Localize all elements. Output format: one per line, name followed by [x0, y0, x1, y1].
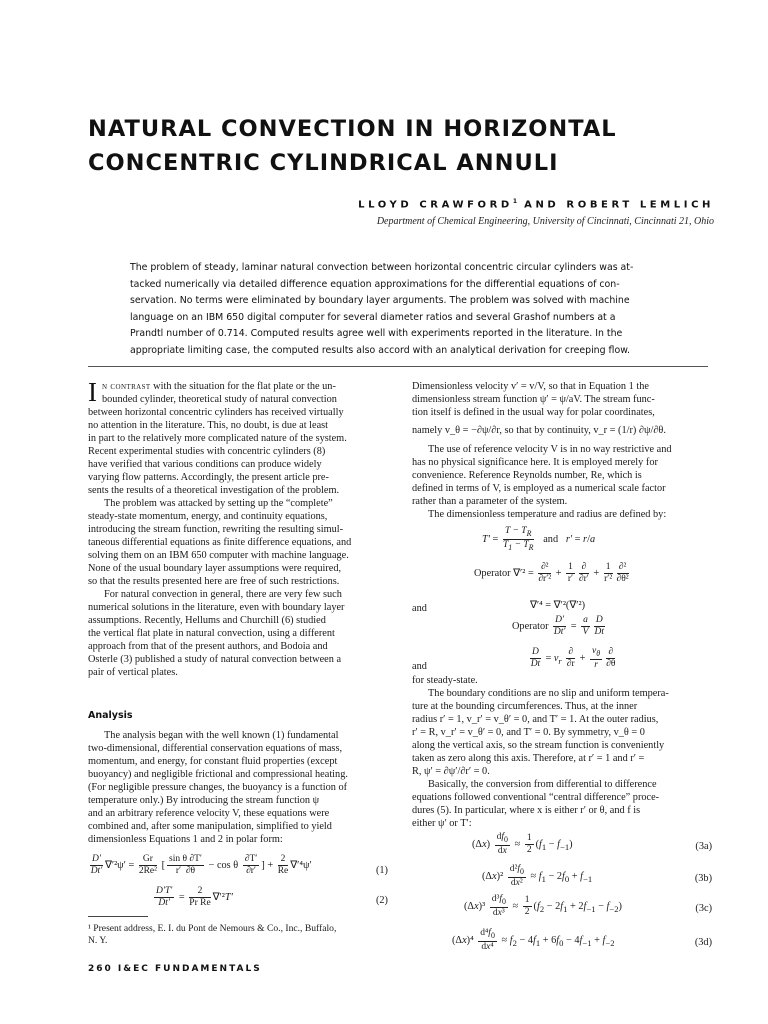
- equation-operator-derivative: Operator $\frac{D'}{Dt'}$ = $\frac{a}{V}$ $\frac{D}{Dt}$: [512, 615, 605, 637]
- body-line: None of the usual boundary layer assumptions were required,: [88, 563, 342, 574]
- body-line: r′ = R, v_r′ = v_θ′ = 0, and T′ = 0. By symmetry, v_θ = 0: [412, 727, 645, 738]
- body-line: the vertical flat plate in natural convection, using a different: [88, 628, 335, 639]
- equation-operator-laplacian: Operator ∇′² = $\frac{\text{∂²}}{\text{∂r′²}}$ + $\frac{1}{r'}$ $\frac{\partial}{\partial r'}$ + $\frac{1}{\text{r′²}}$ $\frac{\text{∂²}}{\text{∂θ²}}$: [474, 562, 629, 584]
- equation-3b: (Δx)² $\frac{d^2f_0}{\text{dx²}}$ ≈ $f_1 - 2f_0 + f_{-1}$: [482, 864, 593, 888]
- equation-number: (3a): [695, 841, 712, 852]
- body-line: rather than a parameter of the system.: [412, 496, 568, 507]
- body-line: assumptions. Recently, Hellums and Churchill (6) studied: [88, 615, 326, 626]
- equation-number: (1): [375, 865, 388, 876]
- body-line: buoyancy) and negligible frictional and compressional heating.: [88, 769, 348, 780]
- abstract: [130, 260, 686, 359]
- section-heading-analysis: Analysis: [88, 710, 133, 721]
- section-divider: [88, 366, 708, 367]
- body-line: taken as zero along this axis. Therefore, at r′ = 1 and r′ =: [412, 753, 645, 764]
- intro-smallcaps: n contrast: [102, 381, 151, 392]
- equation-3c: (Δx)³ $\frac{d^3f_0}{\text{dx³}}$ ≈ $\frac{1}{2}$ $(f_2 - 2f_1 + 2f_{-1} - f_{-2})$: [464, 894, 622, 918]
- body-line: dures (5). In particular, where x is either r′ or θ, and f is: [412, 805, 641, 816]
- and-label: and: [412, 603, 427, 614]
- body-line: sents the results of a theoretical investigation of the problem.: [88, 485, 340, 496]
- body-line: either ψ′ or T′:: [412, 818, 472, 829]
- body-line: taneous differential equations as finite difference equations, and: [88, 537, 352, 548]
- body-line: dimensionless stream function ψ′ = ψ/aV. The stream func-: [412, 394, 655, 405]
- equation-2: $\frac{D'T'}{Dt'}$ = $\frac{2}{\text{Pr Re}}$ ∇′²T′: [156, 886, 233, 908]
- body-line: For natural convection in general, there are very few such: [104, 589, 342, 600]
- body-line: between horizontal concentric cylinders has received virtually: [88, 407, 344, 418]
- body-line: for steady-state.: [412, 675, 478, 686]
- body-line: introducing the stream function, rewriting the resulting simul-: [88, 524, 344, 535]
- body-line: no attention in the literature. This, no doubt, is due at least: [88, 420, 329, 431]
- body-line: Osterle (3) published a study of natural convection between a: [88, 654, 342, 665]
- body-line: The boundary conditions are no slip and uniform tempera-: [428, 688, 669, 699]
- body-line: combined and, after some manipulation, simplified to yield: [88, 821, 332, 832]
- footnote: N. Y.: [88, 935, 108, 946]
- abstract-line: language on an IBM 650 digital computer for several diameter ratios and several Grashof numbers at a: [130, 311, 616, 323]
- body-line: defined in terms of V, is employed as a numerical scale factor: [412, 483, 666, 494]
- equation-3d: (Δx)⁴ $\frac{d^4f_0}{\text{dx⁴}}$ ≈ $f_2 - 4f_1 + 6f_0 - 4f_{-1} + f_{-2}$: [452, 928, 615, 952]
- body-line: along the vertical axis, so the stream function is conveniently: [412, 740, 665, 751]
- equation-biharmonic: ∇′⁴ = ∇′²(∇′²): [530, 600, 585, 611]
- body-line: (For negligible pressure changes, the buoyancy is a function of: [88, 782, 348, 793]
- abstract-line: appropriate limiting case, the computed results also accord with an analytical derivation for creeping flow.: [130, 344, 630, 356]
- abstract-line: Prandtl number of 0.714. Computed results agree well with experiments reported in the literature. In the: [130, 328, 623, 339]
- body-line: Recent experimental studies with concentric cylinders (8): [88, 446, 326, 457]
- author-joiner: AND: [524, 199, 560, 211]
- body-line: namely v_θ = −∂ψ/∂r, so that by continuity, v_r = (1/r) ∂ψ/∂θ.: [412, 425, 666, 436]
- title-line: NATURAL CONVECTION IN HORIZONTAL: [88, 116, 617, 142]
- equation-number: (2): [375, 895, 388, 906]
- body-line: Basically, the conversion from differential to difference: [428, 779, 657, 790]
- abstract-line: servation. No terms were eliminated by boundary layer arguments. The problem was solved with machine: [130, 295, 630, 306]
- page-footer: 260 I&EC FUNDAMENTALS: [88, 964, 262, 974]
- author-name: LLOYD CRAWFORD: [358, 199, 513, 211]
- body-line: so that the results presented here are free of such restrictions.: [88, 576, 340, 587]
- footnote: ¹ Present address, E. I. du Pont de Nemours & Co., Inc., Buffalo,: [88, 923, 337, 934]
- body-line: has no physical significance here. It is employed merely for: [412, 457, 658, 468]
- drop-cap: I: [88, 377, 97, 407]
- body-line: and an arbitrary reference velocity V, these equations were: [88, 808, 330, 819]
- equation-number: (3d): [694, 937, 712, 948]
- body-line: temperature only.) By introducing the stream function ψ: [88, 795, 320, 806]
- body-line: The use of reference velocity V is in no way restrictive and: [428, 444, 672, 455]
- body-line: two-dimensional, differential conservation equations of mass,: [88, 743, 343, 754]
- body-line: radius r′ = 1, v_r′ = v_θ′ = 0, and T′ = 1. At the outer radius,: [412, 714, 659, 725]
- body-line: have verified that various conditions can produce widely: [88, 459, 322, 470]
- body-line: momentum, and energy, for constant fluid properties (except: [88, 756, 338, 767]
- equation-substantial-derivative: $\frac{D}{Dt}$ = $v_r$ $\frac{\partial}{\partial r}$ + $\frac{v_\theta}{r}$ $\frac{\partial}{\partial\theta}$: [530, 646, 616, 670]
- body-line: bounded cylinder, theoretical study of natural convection: [102, 394, 337, 405]
- abstract-line: tacked numerically via detailed difference equation approximations for the differential equations of con-: [130, 278, 620, 290]
- body-line: tion itself is defined in the usual way for polar coordinates,: [412, 407, 655, 418]
- footnote-mark: 1: [512, 198, 518, 205]
- body-line: steady-state momentum, energy, and continuity equations,: [88, 511, 328, 522]
- body-line: The dimensionless temperature and radius are defined by:: [428, 509, 667, 520]
- body-line: ture at the bounding circumferences. Thus, at the inner: [412, 701, 638, 712]
- body-line: in part to the relatively more complicated nature of the system.: [88, 433, 347, 444]
- article-title: [88, 112, 728, 180]
- body-line: equations followed conventional “central difference” proce-: [412, 792, 660, 803]
- author-line: [358, 198, 714, 210]
- body-line: solving them on an IBM 650 computer with machine language.: [88, 550, 349, 561]
- equation-1: $\frac{D'}{Dt'}$ ∇′²ψ′ = $\frac{Gr}{\text{2Re²}}$ [ $\frac{\text{sin θ ∂T′}}{r' \partial\theta}$ − cos θ $\frac{\partial T'}{\partial r'}$ ] + $\frac{2}{Re}$ ∇′⁴ψ′: [90, 854, 312, 876]
- equation-number: (3c): [695, 903, 712, 914]
- body-line: pair of vertical plates.: [88, 667, 178, 678]
- footnote-rule: [88, 916, 148, 917]
- body-line: convenience. Reference Reynolds number, Re, which is: [412, 470, 642, 481]
- abstract-line: The problem of steady, laminar natural convection between horizontal concentric circular cylinders was at-: [130, 262, 634, 273]
- right-column: [412, 380, 712, 970]
- body-line: varying flow patterns. Accordingly, the present article pre-: [88, 472, 329, 483]
- body-line: approach from that of the present authors, and Bodoia and: [88, 641, 328, 652]
- body-line: numerical solutions in the literature, even with boundary layer: [88, 602, 345, 613]
- body-line: The analysis began with the well known (1) fundamental: [104, 730, 339, 741]
- body-line: R, ψ′ = ∂ψ′/∂r′ = 0.: [412, 766, 490, 777]
- and-label: and: [412, 661, 427, 672]
- left-column: [88, 377, 388, 970]
- body-line: Dimensionless velocity v′ = v/V, so that in Equation 1 the: [412, 381, 649, 392]
- body-line: n contrast with the situation for the flat plate or the un-: [102, 381, 336, 392]
- equation-number: (3b): [694, 873, 712, 884]
- author-name: ROBERT LEMLICH: [566, 199, 714, 211]
- equation-dimensionless-temperature: T′ = $\frac{T - T_R}{T_1 - T_R}$ and r′ = r/a: [482, 526, 596, 552]
- title-line: CONCENTRIC CYLINDRICAL ANNULI: [88, 150, 559, 176]
- body-line: The problem was attacked by setting up the “complete”: [104, 498, 333, 509]
- affiliation: Department of Chemical Engineering, University of Cincinnati, Cincinnati 21, Ohio: [376, 216, 714, 227]
- equation-3a: (Δx) $\frac{df_0}{dx}$ ≈ $\frac{1}{2}$ $(f_1 - f_{-1})$: [472, 832, 573, 856]
- body-line: dimensionless Equations 1 and 2 in polar form:: [88, 834, 283, 845]
